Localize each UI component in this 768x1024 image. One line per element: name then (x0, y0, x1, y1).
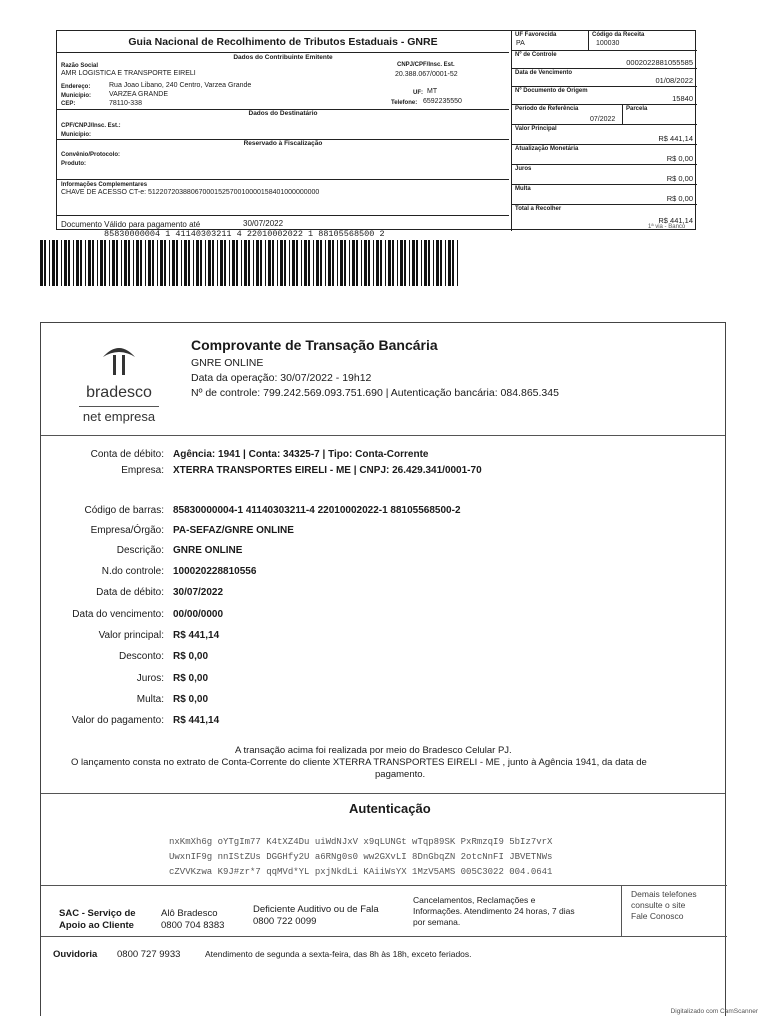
codigo-receita-label: Código da Receita (592, 32, 645, 38)
note-line-3: pagamento. (375, 769, 426, 780)
field-label: Conta de débito: (90, 449, 164, 460)
receipt-field-row (41, 715, 727, 733)
multa-label: Multa (515, 186, 531, 192)
field-value: 100020228810556 (173, 566, 257, 577)
doc-origem-value: 15840 (672, 94, 693, 103)
receipt-field-row (41, 545, 727, 563)
field-value: 85830000004-1 41140303211-4 22010002022-1 88105568500-2 (173, 505, 461, 516)
produto-label: Produto: (61, 161, 86, 167)
demais-line-3: Fale Conosco (631, 911, 684, 921)
juros-label: Juros (515, 166, 532, 172)
dest-municipio-label: Município: (61, 132, 91, 138)
linha-digitavel: 85830000004 1 41140303211 4 22010002022 1 88105568500 2 (104, 229, 385, 239)
field-label: Valor do pagamento: (71, 715, 164, 726)
gnre-right-column (511, 31, 697, 231)
receipt-field-row (41, 630, 727, 648)
info-label: Informações Complementares (61, 182, 148, 188)
receipt-field-row (41, 465, 727, 483)
field-label: Data do vencimento: (72, 609, 164, 620)
data-operacao: Data da operação: 30/07/2022 - 19h12 (191, 372, 372, 384)
razao-social: AMR LOGISTICA E TRANSPORTE EIRELI (61, 70, 196, 77)
sac-title-2: Apoio ao Cliente (59, 920, 134, 931)
codigo-receita-value: 100030 (596, 40, 620, 47)
atualizacao-value: R$ 0,00 (666, 154, 693, 163)
canc-line-1: Cancelamentos, Reclamações e (413, 895, 536, 905)
receipt-field-row (41, 694, 727, 712)
field-value: GNRE ONLINE (173, 545, 243, 556)
field-value: R$ 441,14 (173, 715, 220, 726)
auth-line-1: nxKmXh6g oYTgIm77 K4tXZ4Du uiWdNJxV x9qLUNGt wTqp89SK PxRmzqI9 5bIz7vrX (169, 837, 553, 847)
canc-line-3: por semana. (413, 917, 461, 927)
periodo-value: 07/2022 (590, 116, 616, 123)
gnre-title: Guia Nacional de Recolhimento de Tributos Estaduais - GNRE (57, 31, 509, 53)
logo-sub: net empresa (79, 406, 159, 424)
field-label: Valor principal: (98, 630, 164, 641)
validade-label: Documento Válido para pagamento até (61, 220, 201, 229)
field-value: 00/00/0000 (173, 609, 224, 620)
receipt-field-row (41, 587, 727, 605)
field-label: N.do controle: (101, 566, 164, 577)
razao-social-label: Razão Social (61, 63, 99, 69)
vencimento-value: 01/08/2022 (655, 76, 693, 85)
receipt-field-row (41, 673, 727, 691)
cep-value: 78110-338 (109, 100, 142, 107)
deficiente-phone: 0800 722 0099 (253, 916, 317, 927)
field-value: R$ 0,00 (173, 673, 209, 684)
uf-favorecida-label: UF Favorecida (515, 32, 557, 38)
telefone-label: Telefone: (391, 100, 418, 106)
field-label: Desconto: (118, 651, 164, 662)
valor-principal-value: R$ 441,14 (658, 134, 693, 143)
juros-value: R$ 0,00 (666, 174, 693, 183)
demais-line-2: consulte o site (631, 900, 686, 910)
receipt-subtitle: GNRE ONLINE (191, 357, 264, 369)
multa-value: R$ 0,00 (666, 194, 693, 203)
auth-line-3: cZVVKzwa K9J#zr*7 qqMVd*YL pxjNkdLi KAiiWsYX 1MzV5AMS 005C3022 004.0641 (169, 867, 553, 877)
header-divider (41, 435, 725, 436)
canc-line-2: Informações. Atendimento 24 horas, 7 dias (413, 906, 575, 916)
total-label: Total a Recolher (515, 206, 562, 212)
field-value: Agência: 1941 | Conta: 34325-7 | Tipo: Conta-Corrente (173, 449, 429, 460)
note-line-1: A transação acima foi realizada por meio do Bradesco Celular PJ. (235, 745, 512, 756)
auth-line-2: UwxnIF9g nnIStZUs DGGHfy2U a6RNg0s0 ww2GXvLI 8DnGbqZN 2otcNnFI JBVETNWs (169, 852, 553, 862)
doc-origem-label: Nº Documento de Origem (515, 88, 588, 94)
parcela-label: Parcela (626, 106, 648, 112)
ouvidoria-label: Ouvidoria (53, 949, 98, 960)
logo-word: bradesco (86, 384, 152, 401)
cnpj-label: CNPJ/CPF/Insc. Est. (397, 62, 455, 68)
demais-line-1: Demais telefones (631, 889, 697, 899)
receipt-field-row (41, 525, 727, 543)
scanner-note: Digitalizado com CamScanner (670, 1008, 758, 1015)
controle-value: 0002022881055585 (626, 58, 693, 67)
endereco-value: Rua Joao Libano, 240 Centro, Varzea Grande (109, 82, 252, 89)
alo-title: Alô Bradesco (161, 908, 218, 919)
field-value: 30/07/2022 (173, 587, 224, 598)
field-value: R$ 0,00 (173, 651, 209, 662)
gnre-form (56, 30, 696, 230)
field-label: Código de barras: (84, 505, 164, 516)
fiscalizacao-heading: Reservado à Fiscalização (243, 140, 323, 147)
receipt-title: Comprovante de Transação Bancária (191, 337, 438, 353)
field-value: XTERRA TRANSPORTES EIRELI - ME | CNPJ: 26.429.341/0001-70 (173, 465, 482, 476)
info-value: CHAVE DE ACESSO CT-e: 51220720388067000152570010000158401000000000 (61, 189, 320, 196)
bradesco-tree-icon (99, 341, 139, 377)
footer-separator (621, 885, 622, 937)
field-label: Empresa/Órgão: (90, 525, 164, 536)
field-label: Empresa: (121, 465, 164, 476)
uf-label: UF: (413, 90, 423, 96)
bradesco-logo (79, 341, 159, 424)
field-label: Multa: (136, 694, 164, 705)
vencimento-label: Data de Vencimento (515, 70, 573, 76)
receipt-field-row (41, 651, 727, 669)
telefone-value: 6592235550 (423, 98, 462, 105)
field-label: Juros: (136, 673, 164, 684)
receipt-field-row (41, 505, 727, 523)
receipt-field-row (41, 566, 727, 584)
valor-principal-label: Valor Principal (515, 126, 557, 132)
controle-line: Nº de controle: 799.242.569.093.751.690 | Autenticação bancária: 084.865.345 (191, 387, 559, 399)
deficiente-title: Deficiente Auditivo ou de Fala (253, 904, 379, 915)
cnpj-value: 20.388.067/0001-52 (395, 71, 458, 78)
note-line-2: O lançamento consta no extrato de Conta-Corrente do cliente XTERRA TRANSPORTES EIRELI - ME , junto à Agência 1941, da data de (71, 757, 647, 768)
field-label: Data de débito: (96, 587, 164, 598)
contact-footer (41, 885, 727, 937)
uf-value: MT (427, 88, 438, 95)
uf-favorecida-value: PA (516, 40, 525, 47)
field-value: R$ 0,00 (173, 694, 209, 705)
sac-title-1: SAC - Serviço de (59, 908, 136, 919)
convenio-label: Convênio/Protocolo: (61, 152, 120, 158)
field-value: PA-SEFAZ/GNRE ONLINE (173, 525, 294, 536)
field-value: R$ 441,14 (173, 630, 220, 641)
atualizacao-label: Atualização Monetária (515, 146, 579, 152)
endereco-label: Endereço: (61, 84, 91, 90)
via-banco: 1ª via - Banco (648, 224, 686, 230)
alo-phone: 0800 704 8383 (161, 920, 225, 931)
bank-receipt (40, 322, 726, 1016)
auth-title: Autenticação (349, 801, 431, 816)
barcode-image (40, 240, 458, 286)
municipio-label: Município: (61, 93, 91, 99)
cep-label: CEP: (61, 101, 76, 107)
periodo-label: Período de Referência (515, 106, 579, 112)
ouvidoria-phone: 0800 727 9933 (117, 949, 181, 960)
emitente-heading: Dados do Contribuinte Emitente (233, 54, 333, 61)
auth-divider (41, 793, 725, 794)
total-value: R$ 441,14 (658, 216, 693, 225)
dest-cnpj-label: CPF/CNPJ/Insc. Est.: (61, 123, 121, 129)
validade-value: 30/07/2022 (243, 219, 284, 228)
destinatario-heading: Dados do Destinatário (248, 110, 318, 117)
receipt-field-row (41, 609, 727, 627)
controle-label: Nº de Controle (515, 52, 557, 58)
ouvidoria-text: Atendimento de segunda a sexta-feira, das 8h às 18h, exceto feriados. (205, 949, 472, 959)
municipio-value: VARZEA GRANDE (109, 91, 168, 98)
field-label: Descrição: (116, 545, 164, 556)
